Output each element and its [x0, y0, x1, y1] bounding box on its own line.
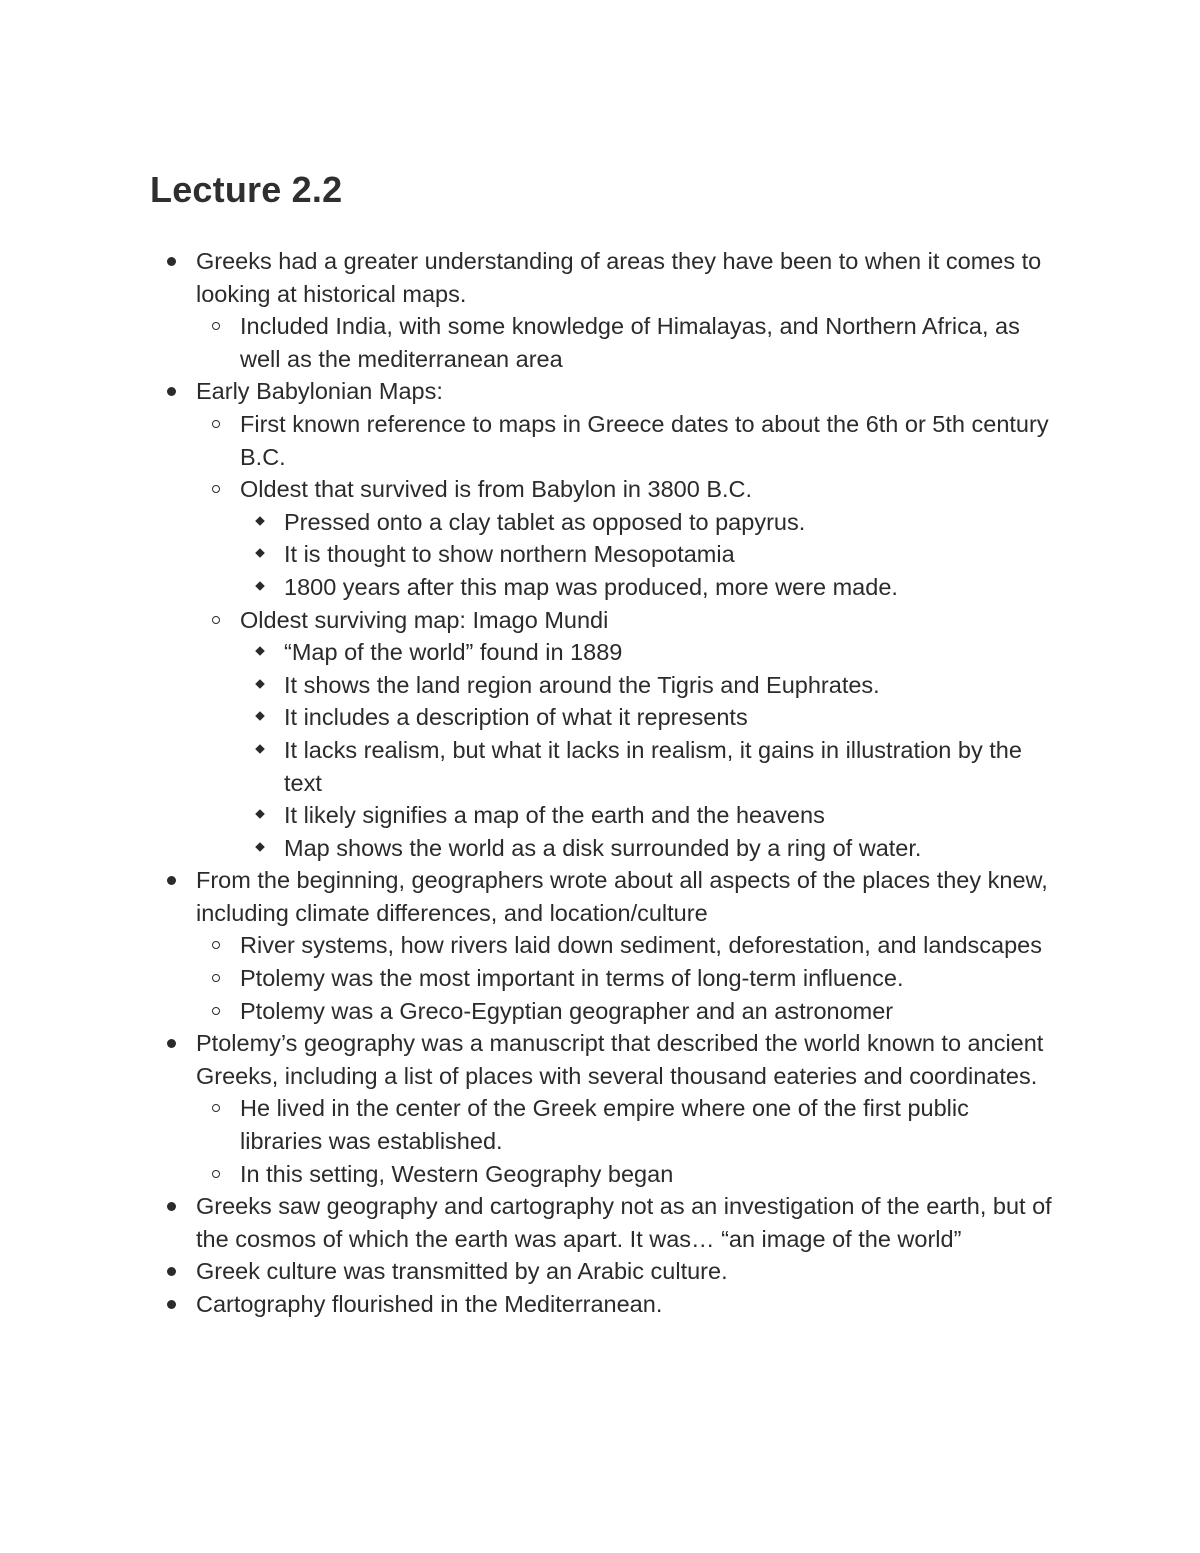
diamond-bullet-icon [255, 581, 265, 591]
list-item [0, 832, 1044, 865]
filled-circle-bullet-icon [167, 257, 176, 266]
filled-circle-bullet-icon [167, 1300, 176, 1309]
list-item-text: Included India, with some knowledge of Himalayas, and Northern Africa, as well as the mediterranean area [240, 313, 1020, 372]
diamond-bullet-icon [255, 809, 265, 819]
diamond-bullet-icon [255, 646, 265, 656]
hollow-circle-bullet-icon [212, 616, 220, 624]
list-item [0, 734, 1044, 799]
list-item-text: 1800 years after this map was produced, more were made. [284, 573, 898, 600]
list-item-text: Greeks had a greater understanding of areas they have been to when it comes to looking at historical maps. [196, 248, 1042, 307]
list-item-text: It is thought to show northern Mesopotamia [284, 541, 735, 568]
diamond-bullet-icon [255, 679, 265, 689]
diamond-bullet-icon [255, 549, 265, 559]
hollow-circle-bullet-icon [212, 1104, 220, 1112]
list-item [0, 962, 1056, 995]
diamond-bullet-icon [255, 516, 265, 526]
diamond-bullet-icon [255, 842, 265, 852]
list-item-text: It lacks realism, but what it lacks in realism, it gains in illustration by the text [284, 736, 1022, 796]
list-item [0, 245, 1056, 310]
list-item-text: Greeks saw geography and cartography not as an investigation of the earth, but of the cosmos of which the earth was apart. It was… “an image of the world” [196, 1193, 1052, 1252]
list-item [0, 1092, 1056, 1157]
list-item-text: Early Babylonian Maps: [196, 378, 443, 405]
notes-list [0, 245, 1200, 1321]
list-item [0, 1255, 1056, 1288]
list-item-text: Ptolemy’s geography was a manuscript that described the world known to ancient Greeks, including a list of places with several thousand eateries and coordinates. [196, 1030, 1044, 1089]
list-item-text: Oldest that survived is from Babylon in 3800 B.C. [240, 476, 753, 503]
list-item [0, 571, 1044, 604]
list-item-text: He lived in the center of the Greek empire where one of the first public libraries was established. [240, 1095, 969, 1155]
list-item-text: Cartography flourished in the Mediterranean. [196, 1291, 663, 1317]
diamond-bullet-icon [255, 712, 265, 722]
list-item [0, 929, 1056, 962]
list-item-text: River systems, how rivers laid down sediment, deforestation, and landscapes [240, 932, 1042, 959]
list-item [0, 506, 1044, 539]
list-item [0, 669, 1044, 702]
list-item [0, 473, 1056, 506]
page-title: Lecture 2.2 [150, 169, 343, 210]
hollow-circle-bullet-icon [212, 1170, 220, 1178]
list-item [0, 995, 1056, 1028]
hollow-circle-bullet-icon [212, 420, 220, 428]
diamond-bullet-icon [255, 744, 265, 754]
hollow-circle-bullet-icon [212, 941, 220, 949]
list-item-text: Pressed onto a clay tablet as opposed to papyrus. [284, 508, 806, 535]
list-item [0, 538, 1044, 571]
list-item [0, 1190, 1056, 1255]
list-item [0, 701, 1044, 734]
list-item [0, 408, 1056, 473]
list-item [0, 1288, 1056, 1321]
list-item-text: From the beginning, geographers wrote about all aspects of the places they knew, including climate differences, and location/culture [196, 867, 1048, 926]
filled-circle-bullet-icon [167, 1039, 176, 1048]
list-item-text: Ptolemy was the most important in terms of long-term influence. [240, 965, 904, 992]
list-item-text: It shows the land region around the Tigris and Euphrates. [284, 671, 880, 698]
list-item [0, 1027, 1056, 1092]
hollow-circle-bullet-icon [212, 1007, 220, 1015]
filled-circle-bullet-icon [167, 387, 176, 396]
hollow-circle-bullet-icon [212, 974, 220, 982]
list-item [0, 1158, 1056, 1191]
filled-circle-bullet-icon [167, 876, 176, 885]
list-item-text: In this setting, Western Geography began [240, 1160, 674, 1187]
list-item-text: It includes a description of what it represents [284, 704, 748, 731]
hollow-circle-bullet-icon [212, 485, 220, 493]
list-item-text: “Map of the world” found in 1889 [284, 639, 623, 666]
list-item-text: Ptolemy was a Greco-Egyptian geographer and an astronomer [240, 997, 894, 1024]
list-item-text: Greek culture was transmitted by an Arabic culture. [196, 1258, 728, 1285]
list-item [0, 375, 1056, 408]
list-item [0, 604, 1056, 637]
filled-circle-bullet-icon [167, 1202, 176, 1211]
list-item-text: Map shows the world as a disk surrounded by a ring of water. [284, 834, 922, 861]
list-item-text: It likely signifies a map of the earth and the heavens [284, 802, 825, 829]
list-item [0, 636, 1044, 669]
list-item-text: First known reference to maps in Greece dates to about the 6th or 5th century B.C. [240, 410, 1049, 470]
filled-circle-bullet-icon [167, 1267, 176, 1276]
list-item [0, 310, 1056, 375]
list-item [0, 799, 1044, 832]
hollow-circle-bullet-icon [212, 322, 220, 330]
list-item-text: Oldest surviving map: Imago Mundi [240, 606, 609, 633]
list-item [0, 864, 1056, 929]
